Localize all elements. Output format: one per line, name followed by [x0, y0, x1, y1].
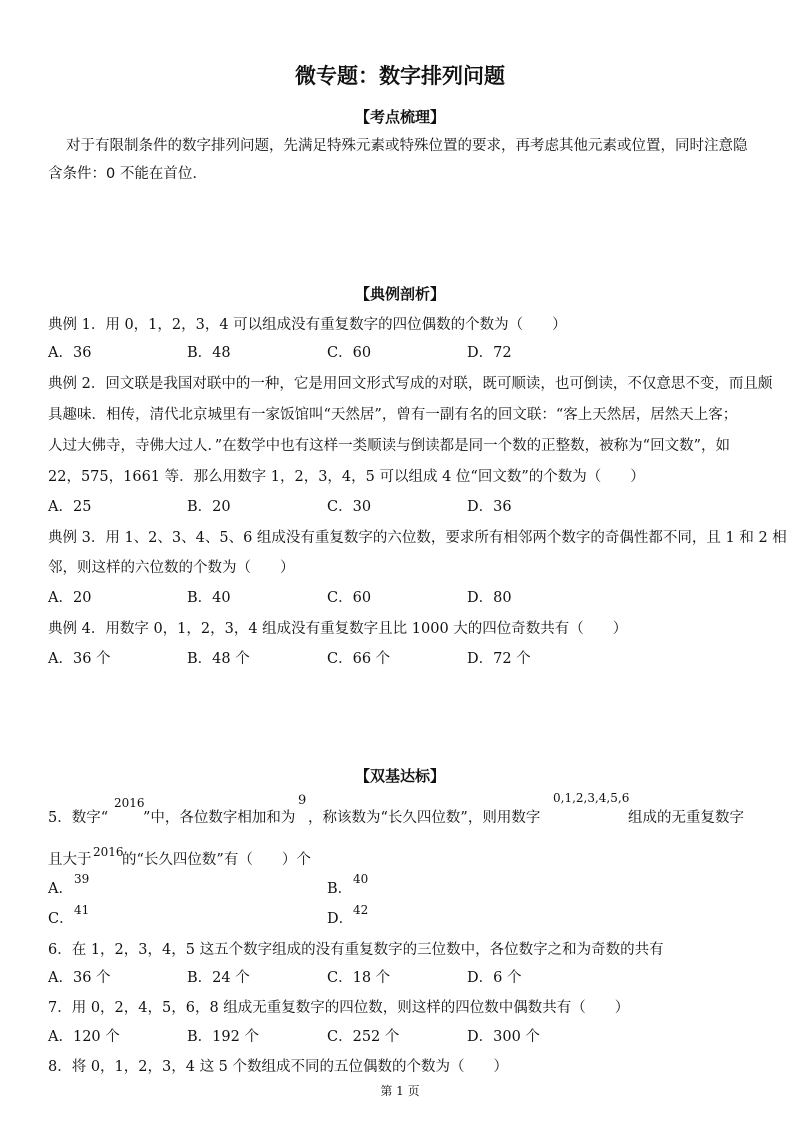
q5-number-2016: 2016	[114, 796, 145, 810]
q3-option-b: B．40	[187, 590, 231, 606]
q5-text-part-2: ”中，各位数字相加和为	[143, 810, 296, 826]
q5-option-a-label: A．	[48, 881, 73, 897]
q5-option-c-value: 41	[74, 903, 90, 917]
page-footer: 第 1 页	[380, 1084, 420, 1098]
q5-option-d-value: 42	[353, 903, 369, 917]
q7-stem: 7．用 0，2，4，5，6，8 组成无重复数字的四位数，则这样的四位数中偶数共有（ ）	[48, 1000, 630, 1016]
intro-line-1: 对于有限制条件的数字排列问题，先满足特殊元素或特殊位置的要求，再考虑其他元素或位置，同时注意隐	[66, 138, 748, 154]
q5-line2-part-b: 的“长久四位数”有（ ）个	[122, 852, 311, 868]
section-heading-dianli: 【典例剖析】	[354, 285, 445, 303]
q1-option-d: D．72	[467, 345, 512, 361]
q6-option-c: C．18 个	[327, 970, 391, 986]
q2-line-2: 具趣味．相传，清代北京城里有一家饭馆叫“天然居”，曾有一副有名的回文联：“客上天然居，居然天上客；	[48, 407, 738, 423]
q5-option-b-label: B．	[327, 881, 353, 897]
q5-option-c-label: C．	[48, 911, 74, 927]
q7-option-d: D．300 个	[467, 1029, 540, 1045]
q5-number-9: 9	[298, 793, 307, 808]
section-heading-shuangji: 【双基达标】	[354, 767, 445, 785]
q2-line-3: 人过大佛寺，寺佛大过人．”在数学中也有这样一类顺读与倒读都是同一个数的正整数，被称为“回文数”，如	[48, 438, 730, 454]
q2-option-b: B．20	[187, 499, 231, 515]
q5-text-part-4: 组成的无重复数字	[628, 810, 744, 826]
q6-option-b: B．24 个	[187, 970, 250, 986]
q4-stem: 典例 4．用数字 0，1，2，3，4 组成没有重复数字且比 1000 大的四位奇数共有（ ）	[48, 621, 628, 637]
q2-option-c: C．30	[327, 499, 372, 515]
q5-text-part-1: 5．数字“	[48, 810, 109, 826]
q4-option-a: A．36 个	[48, 651, 111, 667]
q1-option-a: A．36	[48, 345, 92, 361]
q6-option-a: A．36 个	[48, 970, 111, 986]
q7-option-b: B．192 个	[187, 1029, 259, 1045]
q3-line-1: 典例 3．用 1、2、3、4、5、6 组成没有重复数字的六位数，要求所有相邻两个数字的奇偶性都不同，且 1 和 2 相	[48, 530, 787, 546]
q5-text-part-3: ，称该数为“长久四位数”，则用数字	[308, 810, 541, 826]
q2-line-4: 22，575，1661 等．那么用数字 1，2，3，4，5 可以组成 4 位“回文数”的个数为（ ）	[48, 469, 645, 485]
q7-option-a: A．120 个	[48, 1029, 120, 1045]
page-title: 微专题：数字排列问题	[295, 64, 505, 88]
q5-option-d-label: D．	[327, 911, 354, 927]
q7-option-c: C．252 个	[327, 1029, 400, 1045]
q6-stem: 6．在 1，2，3，4，5 这五个数字组成的没有重复数字的三位数中，各位数字之和为奇数的共有	[48, 942, 664, 958]
q8-stem: 8．将 0，1，2，3，4 这 5 个数组成不同的五位偶数的个数为（ ）	[48, 1059, 509, 1075]
q1-option-c: C．60	[327, 345, 372, 361]
q2-line-1: 典例 2．回文联是我国对联中的一种，它是用回文形式写成的对联，既可顺读，也可倒读，不仅意思不变，而且颇	[48, 376, 773, 392]
q2-option-a: A．25	[48, 499, 92, 515]
q1-stem: 典例 1．用 0，1，2，3，4 可以组成没有重复数字的四位偶数的个数为（ ）	[48, 317, 567, 333]
q5-option-a-value: 39	[74, 872, 90, 886]
q2-option-d: D．36	[467, 499, 512, 515]
q5-line2-number: 2016	[93, 845, 124, 859]
q6-option-d: D．6 个	[467, 970, 522, 986]
q4-option-b: B．48 个	[187, 651, 250, 667]
q3-option-d: D．80	[467, 590, 512, 606]
q3-line-2: 邻，则这样的六位数的个数为（ ）	[48, 560, 295, 576]
q3-option-a: A．20	[48, 590, 92, 606]
q5-line2-part-a: 且大于	[48, 852, 92, 868]
q5-option-b-value: 40	[353, 872, 369, 886]
q4-option-d: D．72 个	[467, 651, 531, 667]
q5-digit-set: 0,1,2,3,4,5,6	[553, 791, 630, 805]
q3-option-c: C．60	[327, 590, 372, 606]
q4-option-c: C．66 个	[327, 651, 391, 667]
q1-option-b: B．48	[187, 345, 231, 361]
section-heading-kaodian: 【考点梳理】	[354, 108, 445, 126]
intro-line-2: 含条件：0 不能在首位.	[48, 166, 197, 182]
